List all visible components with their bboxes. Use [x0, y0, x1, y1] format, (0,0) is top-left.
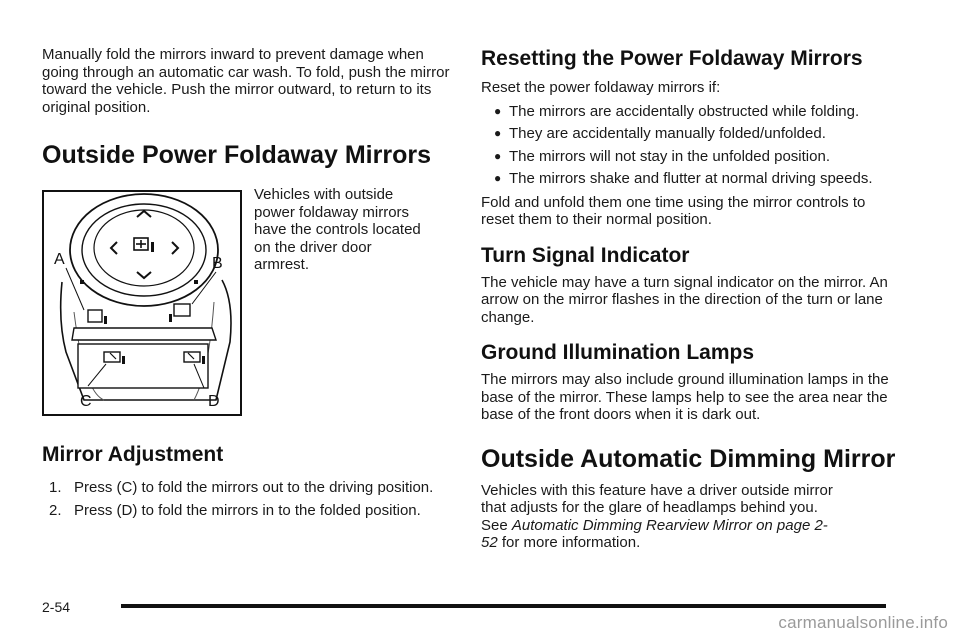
callout-c: C	[80, 393, 92, 410]
list-item: 1. Press (C) to fold the mirrors out to the driving position.	[49, 479, 434, 496]
reset-outro: Fold and unfold them one time using the mirror controls to reset them to their normal position.	[481, 193, 866, 228]
page-number: 2-54	[42, 599, 71, 615]
heading-auto-dimming: Outside Automatic Dimming Mirror	[481, 444, 896, 473]
callout-b: B	[212, 255, 223, 272]
list-item: ● The mirrors shake and flutter at normal driving speeds.	[494, 170, 873, 187]
heading-turn-signal: Turn Signal Indicator	[481, 243, 690, 267]
left-column	[42, 46, 452, 524]
mirror-control-drawing	[44, 192, 240, 414]
list-item: ● The mirrors are accidentally obstructed while folding.	[494, 102, 860, 120]
heading-power-foldaway: Outside Power Foldaway Mirrors	[42, 141, 431, 169]
reset-conditions	[481, 103, 901, 188]
ground-lamps-text: The mirrors may also include ground illumination lamps in the base of the mirror. These lamps help to see the area near the base of the front doors when it is dark out.	[481, 371, 889, 423]
list-item: 2. Press (D) to fold the mirrors in to the folded position.	[49, 501, 421, 519]
callout-d: D	[208, 393, 220, 410]
mirror-control-illustration	[42, 190, 242, 416]
adjustment-steps	[42, 479, 452, 519]
heading-ground-lamps: Ground Illumination Lamps	[481, 341, 754, 364]
heading-mirror-adjustment: Mirror Adjustment	[42, 443, 224, 466]
list-item: ● The mirrors will not stay in the unfolded position.	[494, 147, 830, 165]
footer-divider	[121, 604, 886, 608]
cross-reference-link[interactable]: Automatic Dimming Rearview Mirror on page 2-52	[481, 516, 828, 551]
auto-dimming-text: Vehicles with this feature have a driver outside mirror that adjusts for the glare of headlamps behind you. See Automatic Dimming Rearview Mirror on page 2-52 for more information.	[481, 481, 833, 551]
callout-a: A	[54, 251, 65, 268]
figure-caption: Vehicles with outside power foldaway mirrors have the controls located on the driver door armrest.	[254, 186, 421, 273]
turn-signal-text: The vehicle may have a turn signal indicator on the mirror. An arrow on the mirror flashes in the direction of the turn or lane change.	[481, 273, 888, 326]
list-item: ● They are accidentally manually folded/unfolded.	[494, 125, 826, 142]
intro-paragraph: Manually fold the mirrors inward to prevent damage when going through an automatic car wash. To fold, push the mirror toward the vehicle. Push the mirror outward, to return to its original position.	[42, 46, 450, 116]
watermark: carmanualsonline.info	[778, 613, 948, 632]
figure-block	[42, 186, 452, 418]
heading-resetting: Resetting the Power Foldaway Mirrors	[481, 47, 863, 70]
reset-intro: Reset the power foldaway mirrors if:	[481, 79, 721, 96]
right-column	[481, 46, 901, 552]
